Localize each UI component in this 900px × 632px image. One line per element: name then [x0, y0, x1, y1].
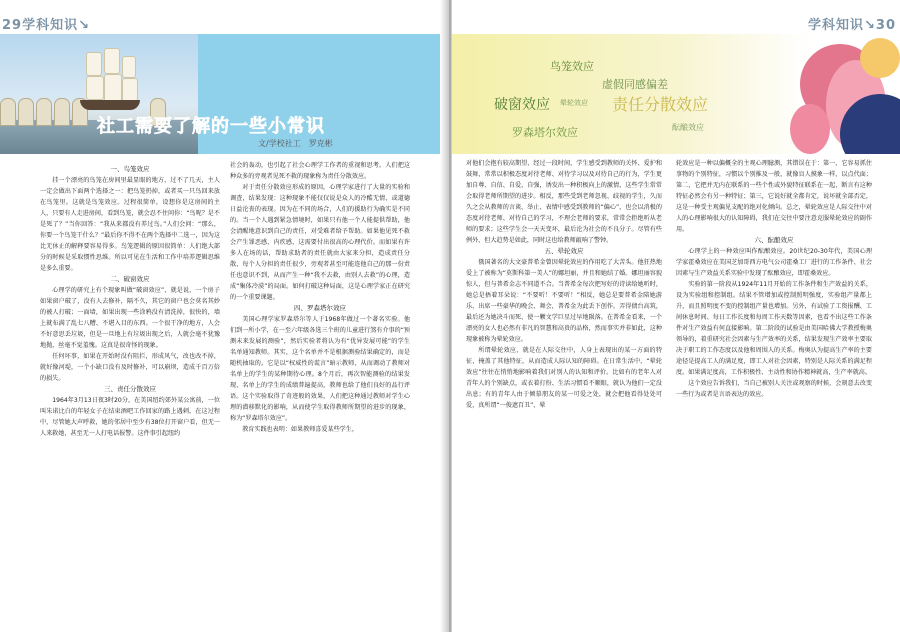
- flamingo-illustration: [780, 34, 900, 154]
- right-header-text: 学科知识: [807, 18, 864, 33]
- paragraph: 实验的第一阶段从1924年11月开始的工作条件和生产效益的关系，设为实验组和控制组。结果不管增加或控制照明强度，实验组产量都上升，而且照明度不变的控制组产量也增加。另外，有试验了工资报酬、工间休息时间、每日工作长度和每周工作天数等因素，也看不出这些工作条件对生产效益有何直接影响。第二阶段的试验是由美国哈佛大学教授梅奥领导的，着重研究社会因素与生产效率的关系，结果发现生产效率主要取决于职工的工作态度以及他和周围人的关系。梅奥认为提高生产率的主要途径是提高工人的满足度，即工人对社会因素，特别是人际关系的满足程度。如果满足度高，工作积极性、主动性和协作精神就高，生产率就高。: [676, 281, 872, 376]
- paragraph: 挂一个漂亮的鸟笼在房间里最显眼的地方，过不了几天，主人一定会做出下面两个选择之一：把鸟笼扔掉，或者买一只鸟回来放在鸟笼里。这就是鸟笼效应。过程很简单，设想你是这房间的主人，只要有人走进房间，看到鸟笼，就会忍不住问你：“鸟呢？是不是死了？”当你回答：“我从来都没有养过鸟。”人们会问：“那么，你要一个鸟笼干什么？”最后你不得不在两个选择中二选一，因为这比无休止的解释要容易得多。鸟笼逻辑的原因很简单：人们绝大部分的时候是采取惯性思维。所以可见在生活和工作中培养逻辑思维是多么重要。: [40, 177, 220, 272]
- keyword-label: 虚假同感偏差: [602, 78, 668, 91]
- section-heading: 一、鸟笼效应: [110, 165, 150, 173]
- article-title: 社工需要了解的一些小常识: [97, 116, 325, 137]
- paragraph: 教育实践也表明：如果教师喜爱某些学生，: [242, 426, 358, 433]
- right-page: [452, 0, 900, 632]
- left-column-2: [230, 160, 410, 630]
- sailing-ship-icon: [80, 48, 140, 114]
- left-page-header: [2, 14, 90, 34]
- keyword-label: 责任分散效应: [612, 95, 709, 114]
- arrow-icon: ↘: [78, 18, 90, 33]
- section-heading: 五、晕轮效应: [544, 247, 584, 255]
- paragraph: 轮效应是一种以偏概全的主观心理臆测，其错误在于：第一，它容易抓住事物的个别特征，习惯以个别推及一般，就像盲人摸象一样，以点代面；第二，它把并无内在联系的一些个性或外貌特征联系在一起，断言有这种特征必然会有另一种特征；第三，它说好就全都肯定，说坏就全部否定，这是一种受主观偏见支配的绝对化倾向。总之，晕轮效应是人际交往中对人的心理影响很大的认知障碍，我们在交往中要注意克服晕轮效应的副作用。: [676, 160, 872, 233]
- paragraph: 心理学的研究上有个现象叫做“破窗效应”，就是说，一个房子如果窗户破了，没有人去修补，隔不久，其它的窗户也会莫名其妙的被人打破；一面墙，如果出现一些涂鸦没有清洗掉，很快的，墙上就布满了乱七八糟、不堪入目的东西。一个很干净的地方，人会不好意思丢垃圾，但是一旦地上有垃圾出现之后，人就会毫不犹豫地抛，丝毫不觉羞愧。这真是很奇怪的现象。: [40, 287, 220, 349]
- paragraph: 俄国著名的大文豪普希金曾因晕轮效应的作用吃了大苦头。他狂热地爱上了被称为“莫斯科第一美人”的娜坦丽，并且和她结了婚。娜坦丽容貌惊人，但与普希金志不同道不合。当普希金每次把写好的诗读给她听时，她总是捂着耳朵说：“不要听！不要听！”相反，她总是要普希金陪她游乐，出席一些豪华的晚会、舞会，普希金为此丢下创作，弄得债台高筑，最后还为她决斗而死，使一颗文学巨星过早地陨落。在普希金看来，一个漂亮的女人也必然有非凡的智慧和高贵的品格，然而事实并非如此，这种现象被称为晕轮效应。: [466, 259, 662, 343]
- paragraph: 这个效应告诉我们，当自己被别人关注或观察的时候，会刻意去改变一些行为或者是言语表达的效应。: [676, 380, 872, 398]
- paragraph: 对他们会抱有较高期望，经过一段时间，学生感受到教师的关怀、爱护和鼓舞，常常以积极态度对待老师、对待学习以及对待自己的行为，学生更加自尊、自信、自爱、自强，诱发出一种积极向上的激情，这些学生常常会取得老师所期望的进步。相反，那些受到老师忽视、歧视的学生，久而久之会从教师的言谈、举止、表情中感受到教师的“偏心”，也会以消极的态度对待老师、对待自己的学习，不理会老师的要求，常常会拒绝听从老师的要求；这些学生会一天天变坏，最后沦为社会的不良分子。尽管有些例外，但大趋势是如此，同时这也给教师敲响了警钟。: [466, 160, 662, 244]
- right-page-number: 30: [875, 18, 896, 33]
- article-author: 文/学校社工 罗克彬: [258, 139, 333, 148]
- paragraph: 心理学上的一种效应叫作酝酿效应。20世纪20-30年代，美国心理学家霍桑效应在美国芝加哥西方电气公司霍桑工厂进行的工作条件、社会因素与生产效益关系实验中发现了酝酿效应，即霍桑效应。: [676, 248, 872, 277]
- left-column-1: [40, 164, 220, 630]
- section-heading: 四、罗森塔尔效应: [294, 304, 346, 312]
- paragraph: 所谓晕轮效应，就是在人际交往中，人身上表现出的某一方面的特征，掩盖了其他特征，从而造成人际认知的障碍。在日常生活中，“晕轮效应”往往在悄悄地影响着我们对别人的认知和评价。比如有的老年人对青年人的个别缺点，或衣着打扮、生活习惯看不顺眼，就认为他们一定没出息；有的青年人由于倾慕朋友的某一可爱之处，就会把他看得处处可爱，真所谓“一俊遮百丑”，晕: [466, 347, 662, 409]
- section-heading: 三、责任分散效应: [104, 385, 156, 393]
- right-column-2: [676, 158, 872, 630]
- paragraph: 任何坏事，如果在开始时没有阻拦，形成风气，改也改不掉，就好像河堤，一个小缺口没有及时修补，可以崩坝，造成千百万倍的损失。: [40, 353, 220, 382]
- keyword-label: 鸟笼效应: [550, 60, 594, 73]
- left-page: [0, 0, 448, 632]
- keyword-label: 罗森塔尔效应: [512, 126, 578, 139]
- section-heading: 六、酝酿效应: [754, 236, 794, 244]
- paragraph: 1964年3月13日夜3时20分，在美国纽约郊外某公寓前，一位叫朱诺比白的年轻女子在结束酒吧工作回家的路上遇刺。在这过程中，尽管她大声呼救，她的邻居中至少有38位打开窗户看，但无一人来救她，甚至无一人打电话报警。这件事引起纽约: [40, 397, 220, 437]
- keyword-label: 酝酿效应: [672, 123, 704, 132]
- section-heading: 二、破窗效应: [110, 275, 150, 283]
- left-header-text: 29学科知识: [2, 18, 79, 33]
- right-banner-image: [452, 34, 900, 154]
- paragraph: 对于责任分散效应形成的原因，心理学家进行了大量的实验和调查，结果发现：这种现象不能仅仅说是众人的冷酷无情，或道德日益沦丧的表现。因为在不同的场合，人们的援助行为确实是不同的。当一个人遇到紧急情境时，如果只有他一个人能提供帮助，他会清醒地意识到自己的责任，对受难者给予帮助。如果他见死不救会产生罪恶感、内疚感，这需要付出很高的心理代价。而如果有许多人在场的话，帮助求助者的责任就由大家来分担，造成责任分散，每个人分担的责任很少，旁观者甚至可能连他自己的那一份责任也意识不到，从而产生一种“我不去救，由别人去救”的心理，造成“集体冷漠”的局面。如何打破这种局面，这是心理学家正在研究的一个重要课题。: [230, 184, 410, 301]
- keyword-label: 破窗效应: [494, 97, 550, 113]
- arrow-icon: ↘: [864, 18, 876, 33]
- paragraph: 社会的轰动，也引起了社会心理学工作者的重视和思考。人们把这种众多的旁观者见死不救的现象称为责任分散效应。: [230, 162, 410, 180]
- keyword-label: 晕轮效应: [560, 99, 588, 107]
- right-column-1: [466, 158, 662, 630]
- paragraph: 美国心理学家罗森塔尔等人于1968年做过一个著名实验。他们到一所小学，在一至六年级各选三个班的儿童进行煞有介事的“预测未来发展的测验”，然后实验者将认为有“优异发展可能”的学生名单通知教师。其实，这个名单并不是根据测验结果确定的，而是随机抽取的。它是以“权威性的谎言”暗示教师，从而调动了教师对名单上的学生的某种期待心理。8个月后，再次智能测验的结果发现，名单上的学生的成绩普遍提高，教师也给了他们良好的品行评语。这个实验取得了奇迹般的效果，人们把这种通过教师对学生心理的潜移默化的影响，从而使学生取得教师所期望的进步的现象，称为“罗森塔尔效应”。: [230, 316, 410, 422]
- right-page-header: [808, 14, 896, 34]
